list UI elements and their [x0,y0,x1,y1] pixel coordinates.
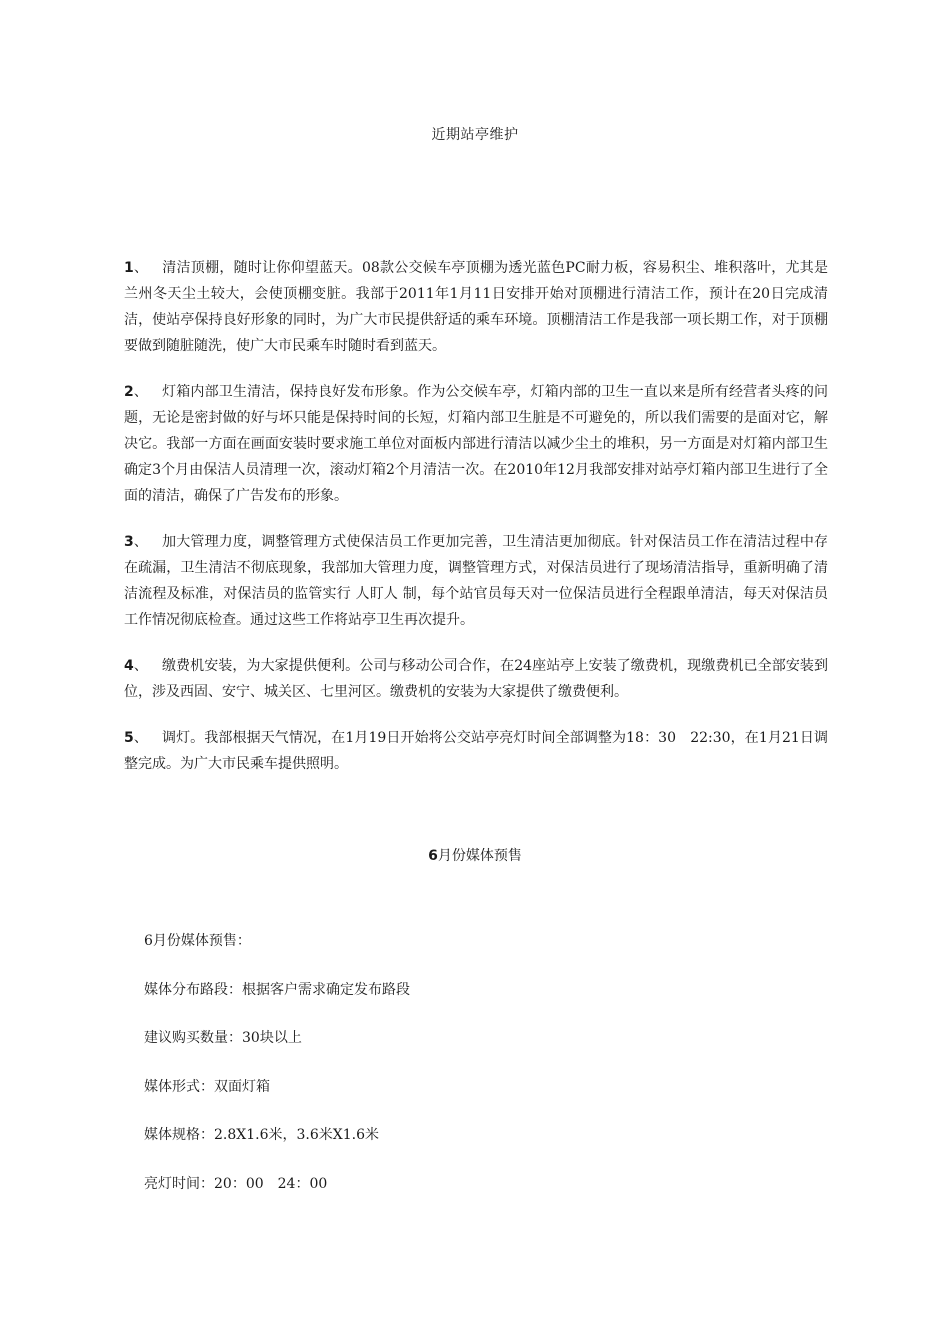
item-text: 清洁顶棚，随时让你仰望蓝天。08款公交候车亭顶棚为透光蓝色PC耐力板，容易积尘、堆积落叶，尤其是兰州冬天尘土较大，会使顶棚变脏。我部于2011年1月11日安排开始对顶棚进行清洁工作，预计在20日完成清洁，使站亭保持良好形象的同时，为广大市民提供舒适的乘车环境。顶棚清洁工作是我部一项长期工作，对于顶棚要做到随脏随洗，使广大市民乘车时随时看到蓝天。 [124,260,828,354]
media-line: 媒体形式：双面灯箱 [144,1078,270,1095]
media-line: 亮灯时间：20：00 24：00 [144,1175,328,1192]
list-item [124,529,828,633]
item-number: 3、 [124,534,149,550]
item-text: 加大管理力度，调整管理方式使保洁员工作更加完善，卫生清洁更加彻底。针对保洁员工作在清洁过程中存在疏漏，卫生清洁不彻底现象，我部加大管理力度，调整管理方式，对保洁员进行了现场清洁指导，重新明确了清洁流程及标准，对保洁员的监管实行 人盯人 制，每个站官员每天对一位保洁员进行全程跟单清洁，每天对保洁员工作情况彻底检查。通过这些工作将站亭卫生再次提升。 [124,534,828,628]
list-item [124,653,828,705]
item-number: 5、 [124,730,148,746]
media-line: 6月份媒体预售： [144,933,251,949]
item-number: 4、 [124,658,148,674]
media-line: 媒体规格：2.8X1.6米，3.6米X1.6米 [144,1127,379,1143]
list-item [124,725,828,777]
list-item [124,255,828,359]
media-line: 媒体分布路段：根据客户需求确定发布路段 [144,981,410,998]
item-text: 缴费机安装，为大家提供便利。公司与移动公司合作，在24座站亭上安装了缴费机，现缴费机已全部安装到位，涉及西固、安宁、城关区、七里河区。缴费机的安装为大家提供了缴费便利。 [124,658,829,700]
list-item [124,379,828,509]
item-text: 调灯。我部根据天气情况，在1月19日开始将公交站亭亮灯时间全部调整为18：30 22:30，在1月21日调整完成。为广大市民乘车提供照明。 [124,730,829,772]
item-number: 2、 [124,384,149,400]
page-title: 近期站亭维护 [431,127,519,143]
section-title: 6月份媒体预售 [428,848,522,864]
media-presale-list [144,929,824,1220]
maintenance-list [124,255,828,797]
item-text: 灯箱内部卫生清洁，保持良好发布形象。作为公交候车亭，灯箱内部的卫生一直以来是所有经营者头疼的问题，无论是密封做的好与坏只能是保持时间的长短，灯箱内部卫生脏是不可避免的，所以我们需要的是面对它，解决它。我部一方面在画面安装时要求施工单位对面板内部进行清洁以减少尘土的堆积，另一方面是对灯箱内部卫生确定3个月由保洁人员清理一次，滚动灯箱2个月清洁一次。在2010年12月我部安排对站亭灯箱内部卫生进行了全面的清洁，确保了广告发布的形象。 [124,384,828,504]
media-line: 建议购买数量：30块以上 [144,1030,302,1046]
item-number: 1、 [124,260,149,276]
